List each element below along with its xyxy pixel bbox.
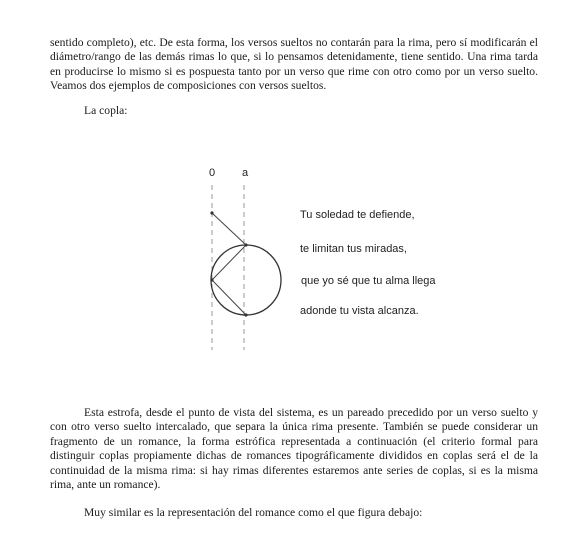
verse-3: que yo sé que tu alma llega xyxy=(301,275,436,287)
rhyme-circle xyxy=(211,245,281,315)
verse-point-4 xyxy=(244,313,247,316)
verse-4: adonde tu vista alcanza. xyxy=(300,305,419,317)
verse-point-3 xyxy=(210,278,213,281)
paragraph-analysis: Esta estrofa, desde el punto de vista del sistema, es un pareado precedido por un verso suelto y con otro verso suelto intercalado, que separa la única rima presente. También se puede considerar un fragmento de un romance, la forma estrófica representada a continuación (el criterio formal para distinguir coplas propiamente dichas de romances tipográficamente divididos en coplas será el de la continuidad de la misma rima: si hay rimas diferentes estaremos ante series de coplas, si es la misma rima, ante un romance). xyxy=(50,406,538,492)
verse-point-2 xyxy=(244,243,247,246)
connector-verse-2-up xyxy=(212,245,246,280)
axis-label-zero: 0 xyxy=(209,167,216,179)
verse-point-1 xyxy=(210,211,213,214)
axis-label-a: a xyxy=(242,167,249,179)
verse-2: te limitan tus miradas, xyxy=(300,243,407,255)
paragraph-romance: Muy similar es la representación del romance como el que figura debajo: xyxy=(84,506,423,519)
verse-1: Tu soledad te defiende, xyxy=(300,209,415,221)
connector-verse-2-down xyxy=(212,280,246,315)
copla-label: La copla: xyxy=(84,104,128,117)
paragraph-intro: sentido completo), etc. De esta forma, los versos sueltos no contarán para la rima, pero sí modificarán el diámetro/rango de las demás rimas lo que, si lo pensamos detenidamente, tiene sentido. Una rima tarda en producirse lo mismo si es pospuesta tanto por un verso que rime con otro como por un verso suelto. Veamos dos ejemplos de composiciones con versos sueltos. xyxy=(50,36,538,93)
connector-verse-1 xyxy=(212,213,246,245)
